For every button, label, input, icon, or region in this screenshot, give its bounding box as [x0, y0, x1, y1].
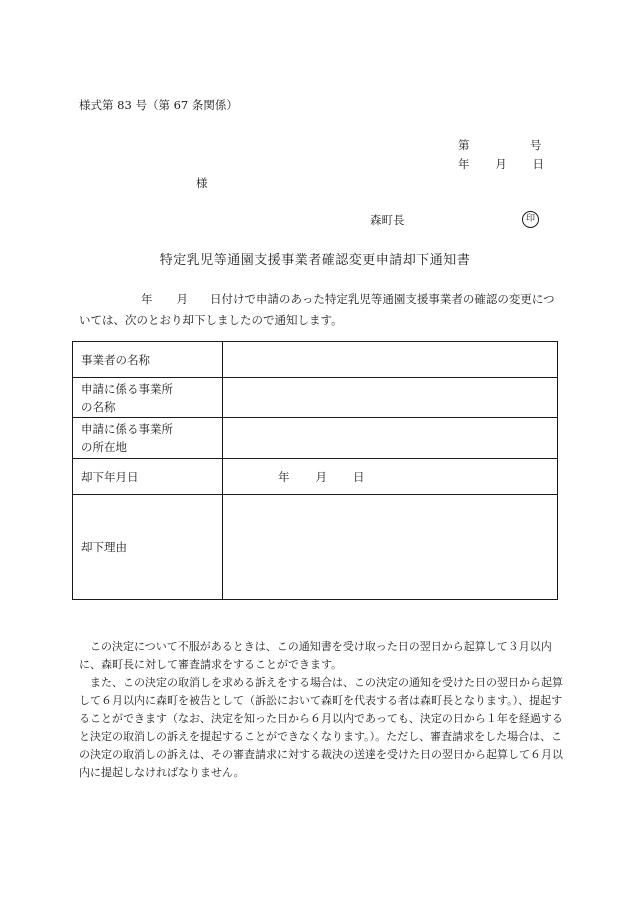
- label-text: 事業者の名称: [81, 352, 150, 367]
- info-table: [72, 341, 558, 600]
- document-title: 特定乳児等通園支援事業者確認変更申請却下通知書: [159, 253, 471, 268]
- issue-date: [458, 156, 544, 172]
- table-row: [73, 378, 558, 418]
- business-name-cell: [223, 342, 558, 378]
- intro-year: 年: [141, 292, 153, 306]
- addressee-suffix: 様: [196, 176, 208, 190]
- rejection-reason-cell: [223, 495, 558, 600]
- issue-date-year: 年: [458, 157, 470, 171]
- label-text: 申請に係る事業所: [81, 422, 173, 436]
- seal-mark: 印: [522, 211, 539, 228]
- table-row-label: [73, 378, 223, 418]
- table-row-label: [73, 459, 223, 495]
- notice-paragraph-appeal: この決定について不服があるときは、この通知書を受け取った日の翌日から起算して３月以内に、森町長に対して審査請求をすることができます。: [79, 640, 552, 671]
- intro-paragraph: [79, 289, 564, 331]
- issue-date-month: 月: [495, 157, 507, 171]
- form-number: 様式第 83 号（第 67 条関係）: [79, 98, 238, 112]
- label-text: の所在地: [81, 440, 127, 454]
- label-text: 却下理由: [81, 540, 127, 554]
- facility-address-cell: [223, 418, 558, 459]
- facility-name-cell: [223, 378, 558, 418]
- table-row-label: [73, 495, 223, 600]
- issuer-name: 森町長: [370, 213, 405, 227]
- table-row: [73, 495, 558, 600]
- table-row: [73, 342, 558, 378]
- intro-month: 月: [176, 292, 188, 306]
- rejection-date-month: 月: [315, 469, 327, 484]
- document-number-suffix: 号: [530, 138, 542, 152]
- rejection-date-year: 年: [278, 469, 290, 484]
- table-row-label: [73, 342, 223, 378]
- table-row-label: [73, 418, 223, 459]
- intro-text: 日付けで申請のあった特定乳児等通園支援事業者の確認の変更については、次のとおり却下しましたので通知します。: [79, 292, 555, 327]
- issue-date-day: 日: [532, 157, 544, 171]
- label-text: の名称: [81, 399, 116, 414]
- label-text: 却下年月日: [81, 469, 139, 484]
- notice-text: [79, 638, 564, 782]
- document-number-label: 第: [458, 138, 470, 152]
- notice-paragraph-lawsuit: また、この決定の取消しを求める訴えをする場合は、この決定の通知を受けた日の翌日から起算して６月以内に森町を被告として（訴訟において森町を代表する者は森町長となります。）、提起することができます（なお、決定を知った日から６月以内であっても、決定の日から１年を経過すると決定の取消しの訴えを提起することができなくなります。）。ただし、審査請求をした場合は、この決定の取消しの訴えは、その審査請求に対する裁決の送達を受けた日の翌日から起算して６月以内に提起しなければなりません。: [79, 676, 563, 779]
- rejection-date-cell: [223, 459, 558, 495]
- table-row: [73, 418, 558, 459]
- label-text: 申請に係る事業所: [81, 381, 173, 396]
- table-row: [73, 459, 558, 495]
- rejection-date-day: 日: [353, 469, 365, 484]
